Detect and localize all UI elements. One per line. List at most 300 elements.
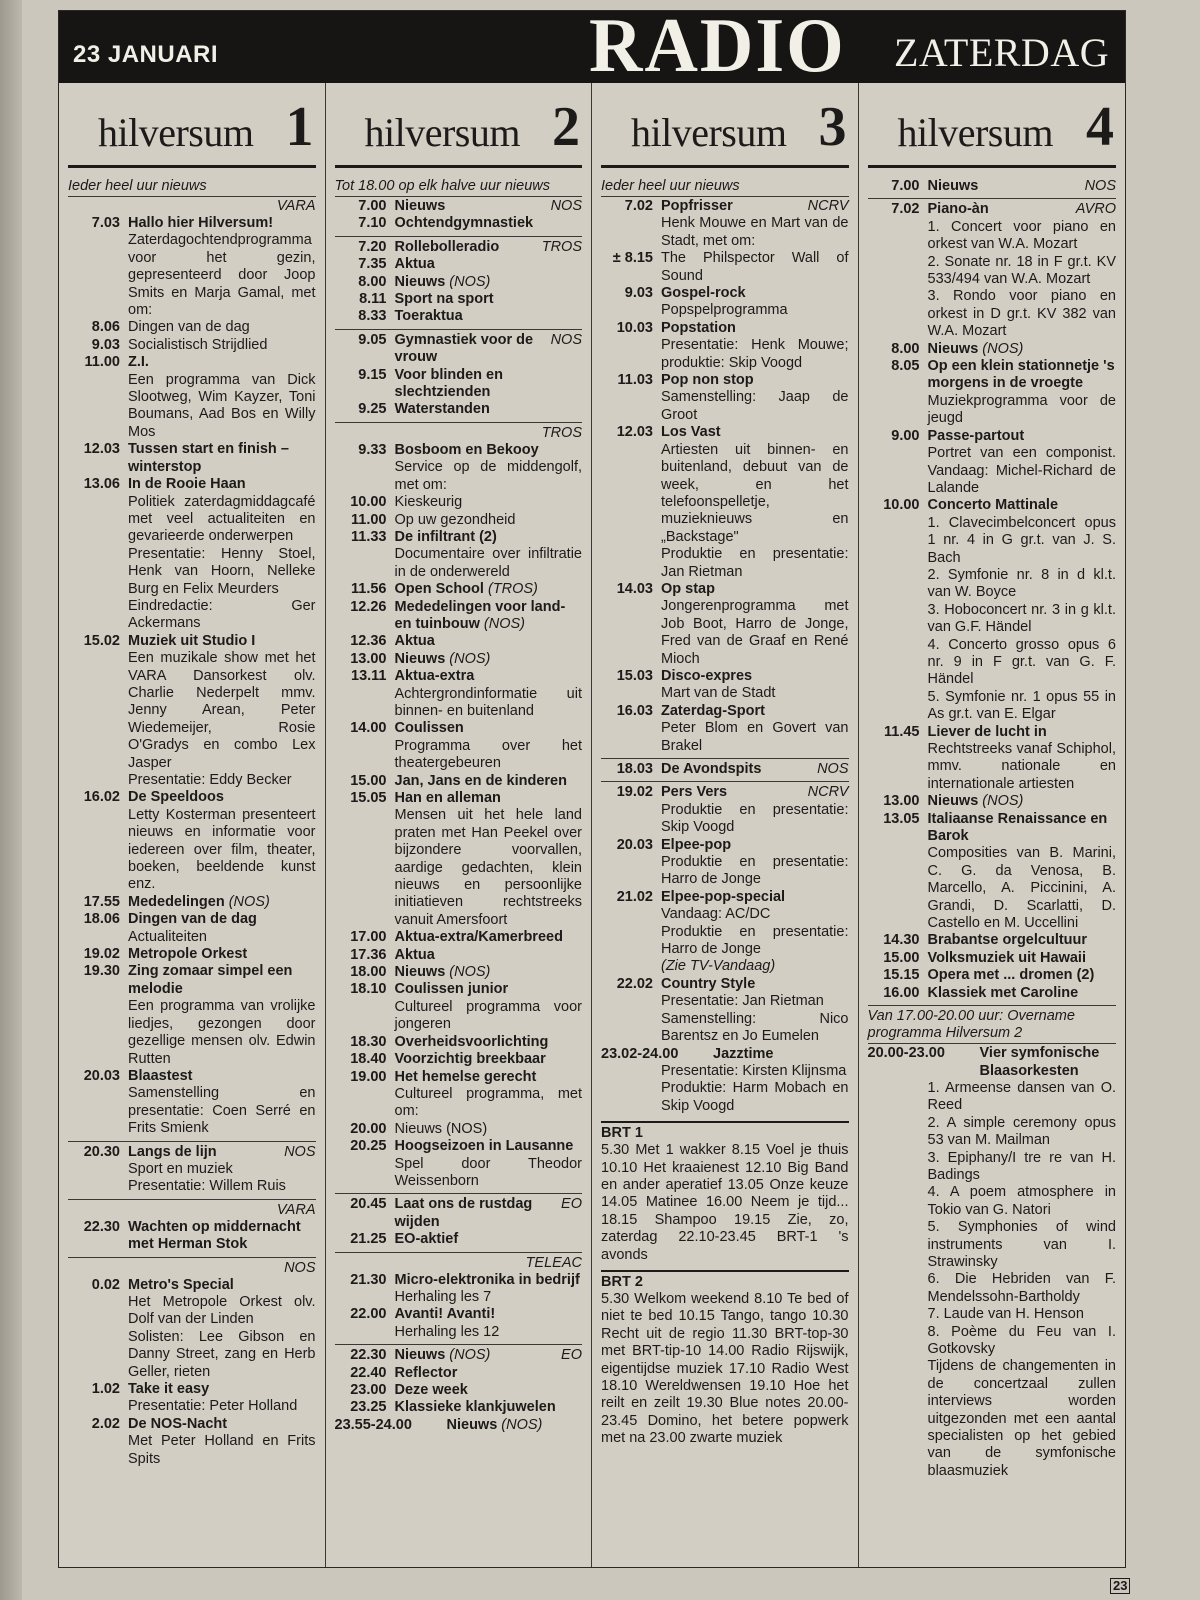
program-time: 22.02 bbox=[616, 975, 653, 992]
program-body bbox=[661, 976, 849, 1011]
program-body bbox=[395, 1231, 583, 1248]
program-title-line bbox=[928, 985, 1117, 1002]
program-title: Bosboom en Bekooy bbox=[394, 441, 539, 458]
program-title: EO-aktief bbox=[394, 1231, 459, 1248]
program-description: 2. A simple ceremony opus 53 van M. Mailman bbox=[927, 1114, 1116, 1149]
program-entry bbox=[601, 250, 849, 285]
program-entry bbox=[601, 581, 849, 668]
program-entry bbox=[335, 599, 583, 634]
program-entry bbox=[68, 441, 316, 476]
program-description: Muziekprogramma voor de jeugd bbox=[927, 392, 1116, 427]
program-body bbox=[395, 1365, 583, 1382]
program-description: Letty Kosterman presenteert nieuws en informatie voor iedereen over film, theater, boeken, beeldende kunst enz. bbox=[128, 806, 316, 893]
program-description: 4. Concerto grosso opus 6 nr. 9 in F gr.t. van G. F. Händel bbox=[927, 636, 1116, 688]
program-time: 12.03 bbox=[616, 424, 653, 441]
divider bbox=[335, 1344, 583, 1345]
program-body bbox=[395, 274, 583, 291]
program-description: Socialistisch Strijdlied bbox=[128, 336, 268, 353]
program-entry bbox=[601, 320, 849, 372]
banner-day: ZATERDAG bbox=[894, 30, 1110, 75]
program-description: Achtergrondinformatie uit binnen- en buitenland bbox=[394, 685, 582, 719]
program-entry bbox=[868, 254, 1117, 289]
program-description: 5. Symphonies of wind instruments van I. Strawinsky bbox=[927, 1219, 1116, 1270]
broadcaster-tag: NCRV bbox=[807, 198, 849, 214]
program-body bbox=[928, 602, 1117, 637]
program-time bbox=[868, 602, 928, 637]
program-entry bbox=[601, 924, 849, 959]
program-description: 3. Rondo voor piano en orkest in D gr.t. KV 382 van W.A. Mozart bbox=[927, 288, 1116, 340]
program-time bbox=[868, 288, 928, 340]
program-title-line bbox=[128, 1219, 316, 1254]
program-entry bbox=[68, 633, 316, 772]
program-entry bbox=[335, 291, 583, 308]
program-time: 12.03 bbox=[83, 441, 120, 458]
program-entry bbox=[601, 837, 849, 889]
program-description: Presentatie: Kirsten Klijnsma bbox=[661, 1062, 847, 1079]
banner-date: 23 JANUARI bbox=[73, 41, 219, 68]
program-entry bbox=[335, 215, 583, 232]
program-title-line bbox=[928, 341, 1117, 358]
program-note: (NOS) bbox=[228, 893, 270, 910]
program-body bbox=[928, 811, 1117, 933]
program-description: Zaterdagochtendprogramma voor het gezin, gepresenteerd door Joop Smits en Marja Gamal, met om: bbox=[128, 232, 316, 319]
program-entry bbox=[335, 256, 583, 273]
program-time bbox=[68, 546, 128, 598]
page-number: 23 bbox=[1110, 1578, 1130, 1594]
banner bbox=[59, 2, 1125, 90]
program-title: Jazztime bbox=[713, 1045, 774, 1062]
program-time bbox=[868, 254, 928, 289]
schedule bbox=[868, 178, 1117, 1480]
program-time: 20.03 bbox=[83, 1067, 120, 1084]
program-title: Volksmuziek uit Hawaii bbox=[927, 949, 1086, 966]
schedule-note: Van 17.00-20.00 uur: Overname programma Hilversum 2 bbox=[868, 1008, 1117, 1044]
divider bbox=[868, 1005, 1117, 1006]
program-body bbox=[395, 512, 583, 529]
program-title: Voor blinden en slechtzienden bbox=[394, 366, 503, 401]
divider bbox=[335, 1193, 583, 1194]
program-body bbox=[128, 1178, 316, 1195]
program-time bbox=[868, 1150, 928, 1185]
program-body bbox=[395, 332, 583, 367]
program-body bbox=[128, 772, 316, 789]
program-title-line bbox=[395, 964, 583, 981]
program-entry bbox=[868, 1080, 1117, 1115]
program-body bbox=[395, 198, 583, 215]
program-time: 7.00 bbox=[358, 198, 387, 214]
program-body bbox=[128, 337, 316, 354]
program-entry bbox=[335, 651, 583, 668]
program-note: (NOS) bbox=[449, 1347, 491, 1364]
program-time: 23.02-24.00 bbox=[601, 1045, 679, 1062]
divider bbox=[601, 781, 849, 782]
program-title-line bbox=[395, 1272, 583, 1289]
program-description: Peter Blom en Govert van Brakel bbox=[661, 720, 849, 754]
program-time: 19.00 bbox=[350, 1068, 387, 1085]
program-time: 17.36 bbox=[350, 946, 387, 963]
program-time: 22.00 bbox=[350, 1306, 387, 1323]
program-title: Metro's Special bbox=[128, 1276, 234, 1293]
program-body bbox=[661, 958, 849, 975]
program-time bbox=[601, 1011, 661, 1046]
program-title-line bbox=[128, 441, 316, 476]
broadcaster-tag: EO bbox=[561, 1196, 582, 1213]
program-entry bbox=[335, 790, 583, 929]
program-body bbox=[128, 354, 316, 441]
program-time: 18.00 bbox=[350, 964, 387, 981]
program-title-line bbox=[128, 354, 316, 371]
program-body bbox=[661, 889, 849, 924]
program-time: 17.00 bbox=[350, 929, 387, 946]
program-time: 18.03 bbox=[616, 761, 653, 777]
program-body bbox=[128, 1219, 316, 1254]
program-entry bbox=[601, 784, 849, 836]
program-time: 22.30 bbox=[350, 1347, 387, 1364]
program-entry bbox=[335, 401, 583, 418]
broadcaster-label: NOS bbox=[284, 1259, 316, 1276]
broadcaster-label: VARA bbox=[276, 198, 316, 214]
program-description: Actualiteiten bbox=[128, 928, 207, 945]
program-entry bbox=[335, 668, 583, 720]
program-time: 13.11 bbox=[351, 668, 387, 685]
program-time bbox=[868, 689, 928, 724]
column-hilversum-3 bbox=[592, 83, 859, 1567]
program-description: 3. Hoboconcert nr. 3 in g kl.t. van G.F. Händel bbox=[927, 601, 1116, 636]
program-body bbox=[395, 773, 583, 790]
program-title-line bbox=[395, 239, 583, 256]
program-title-line bbox=[128, 911, 316, 928]
program-title-line bbox=[128, 1144, 316, 1161]
program-title: Nieuws bbox=[394, 1347, 446, 1364]
program-time: 23.25 bbox=[350, 1399, 387, 1416]
program-entry bbox=[335, 720, 583, 772]
schedule-note: Tot 18.00 op elk halve uur nieuws bbox=[335, 178, 583, 197]
program-title-line bbox=[395, 274, 583, 291]
program-time: 16.03 bbox=[616, 702, 653, 719]
program-body bbox=[661, 668, 849, 703]
program-body bbox=[395, 1399, 583, 1416]
program-time: 9.03 bbox=[624, 285, 653, 302]
program-title: Coulissen junior bbox=[394, 981, 509, 998]
program-body bbox=[395, 790, 583, 929]
broadcaster-tag: AVRO bbox=[1075, 201, 1116, 218]
program-body bbox=[661, 198, 849, 250]
program-title-line bbox=[395, 256, 583, 273]
station-name: hilversum bbox=[98, 110, 254, 155]
program-body bbox=[928, 1324, 1117, 1359]
broadcaster-label: TELEAC bbox=[525, 1254, 582, 1271]
program-entry bbox=[868, 428, 1117, 498]
program-body bbox=[928, 985, 1117, 1002]
program-title: Nieuws bbox=[394, 273, 446, 290]
program-title: Nieuws bbox=[927, 178, 979, 194]
program-time: 10.00 bbox=[883, 497, 920, 514]
program-body bbox=[928, 1150, 1117, 1185]
program-description: Het Metropole Orkest olv. Dolf van der Linden bbox=[128, 1293, 316, 1328]
program-body bbox=[395, 929, 583, 946]
program-body bbox=[128, 963, 316, 1067]
program-title-line bbox=[395, 633, 583, 650]
program-description: Presentatie: Jan Rietman bbox=[661, 993, 824, 1010]
program-title-line bbox=[661, 581, 849, 598]
program-description: Op uw gezondheid bbox=[394, 511, 516, 528]
program-title-line bbox=[395, 367, 583, 402]
program-description: Rechtstreeks vanaf Schiphol, mmv. nationale en internationale artiesten bbox=[927, 741, 1116, 792]
program-title-line bbox=[395, 401, 583, 418]
program-entry bbox=[868, 1045, 1117, 1080]
program-entry bbox=[601, 372, 849, 424]
program-body bbox=[928, 1306, 1117, 1323]
program-time: 20.00-23.00 bbox=[867, 1045, 945, 1062]
program-entry bbox=[335, 529, 583, 581]
program-entry bbox=[335, 1196, 583, 1231]
divider bbox=[335, 422, 583, 423]
program-entry bbox=[68, 789, 316, 893]
program-title-line bbox=[928, 201, 1117, 218]
program-entry bbox=[601, 285, 849, 320]
program-body bbox=[661, 924, 849, 959]
program-description: Een muzikale show met het VARA Dansorkest olv. Charlie Nederpelt mmv. Jenny Arean, Peter Wiedemeijer, Rosie O'Gradys en combo Lex Jasper bbox=[128, 650, 316, 771]
program-entry bbox=[868, 1358, 1117, 1480]
program-entry bbox=[68, 319, 316, 336]
program-note: (TROS) bbox=[487, 581, 538, 598]
program-body bbox=[661, 1063, 849, 1080]
program-time: 7.00 bbox=[891, 178, 920, 194]
program-time: 19.30 bbox=[83, 963, 120, 980]
program-title: Nieuws bbox=[394, 650, 446, 667]
program-description: Cultureel programma, met om: bbox=[394, 1085, 582, 1120]
program-description: Dingen van de dag bbox=[128, 319, 250, 336]
program-title: Pers Vers bbox=[661, 784, 728, 801]
program-entry bbox=[868, 1324, 1117, 1359]
program-title: Passe-partout bbox=[927, 427, 1025, 444]
program-title: Nieuws bbox=[927, 340, 979, 357]
program-description: Henk Mouwe en Mart van de Stadt, met om: bbox=[661, 215, 849, 249]
program-entry bbox=[68, 1178, 316, 1195]
program-title: Nieuws bbox=[394, 198, 446, 214]
program-title: Waterstanden bbox=[394, 401, 490, 418]
program-description: 2. Sonate nr. 18 in F gr.t. KV 533/494 van W.A. Mozart bbox=[927, 253, 1116, 288]
program-time bbox=[868, 637, 928, 689]
program-body bbox=[395, 239, 583, 256]
program-time: 23.55-24.00 bbox=[334, 1416, 412, 1433]
program-note: (NOS) bbox=[982, 340, 1024, 357]
program-title-line bbox=[128, 215, 316, 232]
program-title-line bbox=[928, 932, 1117, 949]
program-description: Presentatie: Eddy Becker bbox=[128, 772, 292, 788]
program-entry bbox=[868, 1306, 1117, 1323]
program-description: Een programma van vrolijke liedjes, gezongen door gezellige mensen olv. Edwin Rutten bbox=[128, 998, 316, 1067]
program-description: Produktie: Harm Mobach en Skip Voogd bbox=[661, 1080, 849, 1114]
program-time: 21.30 bbox=[350, 1271, 387, 1288]
program-time: 7.35 bbox=[358, 256, 387, 273]
program-title-line bbox=[128, 1277, 316, 1294]
program-title: Elpee-pop-special bbox=[661, 888, 786, 905]
program-description: 6. Die Hebriden van F. Mendelssohn-Bartholdy bbox=[927, 1271, 1116, 1305]
program-title-line bbox=[395, 1382, 583, 1399]
program-body bbox=[661, 784, 849, 836]
program-description: 7. Laude van H. Henson bbox=[927, 1306, 1084, 1323]
program-title-line bbox=[661, 976, 849, 993]
program-title-line bbox=[395, 599, 583, 634]
program-title-line bbox=[928, 793, 1117, 810]
program-body bbox=[395, 1306, 583, 1341]
program-note: (NOS) bbox=[982, 793, 1024, 810]
program-entry bbox=[68, 1277, 316, 1329]
program-description: Met Peter Holland en Frits Spits bbox=[128, 1433, 316, 1467]
program-description: Documentaire over infiltratie in de onderwereld bbox=[394, 546, 582, 580]
program-description: Popspelprogramma bbox=[661, 302, 788, 319]
broadcaster-tag: TROS bbox=[541, 238, 582, 255]
program-entry bbox=[335, 1069, 583, 1121]
column-hilversum-2 bbox=[326, 83, 593, 1567]
program-title: De Avondspits bbox=[661, 761, 762, 777]
broadcaster-tag: NOS bbox=[1084, 178, 1116, 194]
schedule-note: Ieder heel uur nieuws bbox=[601, 178, 849, 197]
schedule bbox=[335, 178, 583, 1434]
program-body bbox=[395, 442, 583, 494]
program-title: Coulissen bbox=[394, 720, 464, 737]
program-description: The Philspector Wall of Sound bbox=[661, 250, 849, 284]
program-time: 7.10 bbox=[358, 215, 387, 232]
program-body bbox=[128, 319, 316, 336]
program-entry bbox=[68, 772, 316, 789]
program-title-line bbox=[395, 720, 583, 737]
program-description: 4. A poem atmosphere in Tokio van G. Natori bbox=[927, 1184, 1116, 1218]
program-title-line bbox=[395, 529, 583, 546]
program-entry bbox=[68, 1416, 316, 1468]
program-title: Popfrisser bbox=[661, 198, 733, 214]
broadcaster-tag: NOS bbox=[817, 761, 849, 777]
program-description: Produktie en presentatie: Jan Rietman bbox=[661, 546, 849, 580]
program-time: 15.15 bbox=[883, 967, 920, 984]
program-description: Produktie en presentatie: Harro de Jonge bbox=[661, 854, 849, 888]
program-time: 8.11 bbox=[359, 291, 387, 308]
program-body bbox=[661, 1011, 849, 1046]
program-entry bbox=[601, 668, 849, 703]
program-title: Toeraktua bbox=[394, 308, 463, 325]
program-body bbox=[928, 950, 1117, 967]
program-description: Portret van een componist. Vandaag: Michel-Richard de Lalande bbox=[927, 445, 1116, 496]
program-entry bbox=[868, 932, 1117, 949]
program-title-line bbox=[395, 981, 583, 998]
program-description: 1. Concert voor piano en orkest van W.A. Mozart bbox=[927, 218, 1116, 253]
program-time: 12.26 bbox=[350, 598, 387, 615]
program-body bbox=[395, 1069, 583, 1121]
program-title-line bbox=[128, 1381, 316, 1398]
program-body bbox=[128, 1381, 316, 1416]
program-title-line bbox=[395, 1306, 583, 1323]
program-title: Op een klein stationnetje 's morgens in de vroegte bbox=[927, 358, 1115, 392]
program-description: Spel door Theodor Weissenborn bbox=[394, 1155, 582, 1189]
program-time: ± 8.15 bbox=[612, 250, 653, 267]
program-title-line bbox=[128, 633, 316, 650]
program-title: Blaastest bbox=[128, 1067, 193, 1084]
program-body bbox=[661, 372, 849, 424]
program-title: Z.I. bbox=[128, 354, 149, 371]
program-entry bbox=[868, 985, 1117, 1002]
program-description: Herhaling les 12 bbox=[394, 1323, 500, 1340]
program-time: 11.03 bbox=[617, 372, 653, 389]
broadcaster-label: TROS bbox=[541, 424, 582, 441]
program-title-line bbox=[395, 198, 583, 215]
program-entry bbox=[868, 689, 1117, 724]
divider bbox=[868, 198, 1117, 199]
program-body bbox=[395, 1382, 583, 1399]
program-entry bbox=[601, 546, 849, 581]
program-entry bbox=[601, 889, 849, 924]
divider bbox=[335, 329, 583, 330]
program-entry bbox=[68, 1068, 316, 1138]
program-time bbox=[601, 924, 661, 959]
program-time bbox=[868, 1358, 928, 1480]
program-entry bbox=[335, 198, 583, 215]
program-time: 9.15 bbox=[358, 366, 387, 383]
program-body bbox=[128, 441, 316, 476]
program-entry bbox=[868, 201, 1117, 253]
program-body bbox=[395, 215, 583, 232]
program-title: Pop non stop bbox=[661, 372, 754, 389]
program-entry bbox=[68, 476, 316, 546]
program-title-line bbox=[661, 320, 849, 337]
program-title-line bbox=[395, 291, 583, 308]
program-entry bbox=[335, 981, 583, 1033]
program-time bbox=[868, 1184, 928, 1219]
program-description: Samenstelling: Nico Barentsz en Jo Eumelen bbox=[661, 1010, 849, 1045]
program-entry bbox=[335, 581, 583, 598]
program-body bbox=[395, 494, 583, 511]
program-time: 21.25 bbox=[350, 1231, 387, 1248]
program-entry bbox=[601, 703, 849, 755]
program-body bbox=[928, 1219, 1117, 1271]
program-title: Zing zomaar simpel een melodie bbox=[128, 963, 293, 997]
program-body bbox=[661, 320, 849, 372]
program-body bbox=[395, 1034, 583, 1051]
program-body bbox=[928, 288, 1117, 340]
program-body bbox=[928, 724, 1117, 794]
program-title-line bbox=[980, 1045, 1117, 1080]
station-number: 3 bbox=[818, 96, 847, 158]
program-entry bbox=[335, 1417, 583, 1434]
program-title-line bbox=[395, 651, 583, 668]
program-time: 8.06 bbox=[91, 319, 120, 336]
program-body bbox=[395, 529, 583, 581]
program-time: 8.00 bbox=[891, 340, 920, 357]
program-entry bbox=[335, 1034, 583, 1051]
program-time: 20.00 bbox=[350, 1120, 387, 1137]
program-title-line bbox=[928, 811, 1117, 846]
program-title: Gospel-rock bbox=[661, 285, 746, 302]
program-time: 23.00 bbox=[350, 1382, 387, 1398]
program-time: 18.40 bbox=[350, 1051, 387, 1068]
program-description: Kieskeurig bbox=[394, 494, 463, 511]
program-body bbox=[395, 1196, 583, 1231]
program-description: Presentatie: Henk Mouwe; produktie: Skip Voogd bbox=[661, 337, 849, 371]
program-time: 19.02 bbox=[83, 946, 120, 963]
program-entry bbox=[335, 1272, 583, 1307]
divider bbox=[335, 236, 583, 237]
program-title-line bbox=[713, 1046, 849, 1063]
program-title-line bbox=[661, 703, 849, 720]
program-description: Produktie en presentatie: Harro de Jonge bbox=[661, 923, 849, 958]
program-body bbox=[928, 1271, 1117, 1306]
program-body bbox=[395, 308, 583, 325]
program-title: Aktua bbox=[394, 256, 435, 273]
program-title-line bbox=[128, 1068, 316, 1085]
program-title-line bbox=[128, 963, 316, 998]
program-title: Dingen van de dag bbox=[128, 911, 257, 928]
program-title: In de Rooie Haan bbox=[128, 476, 246, 493]
